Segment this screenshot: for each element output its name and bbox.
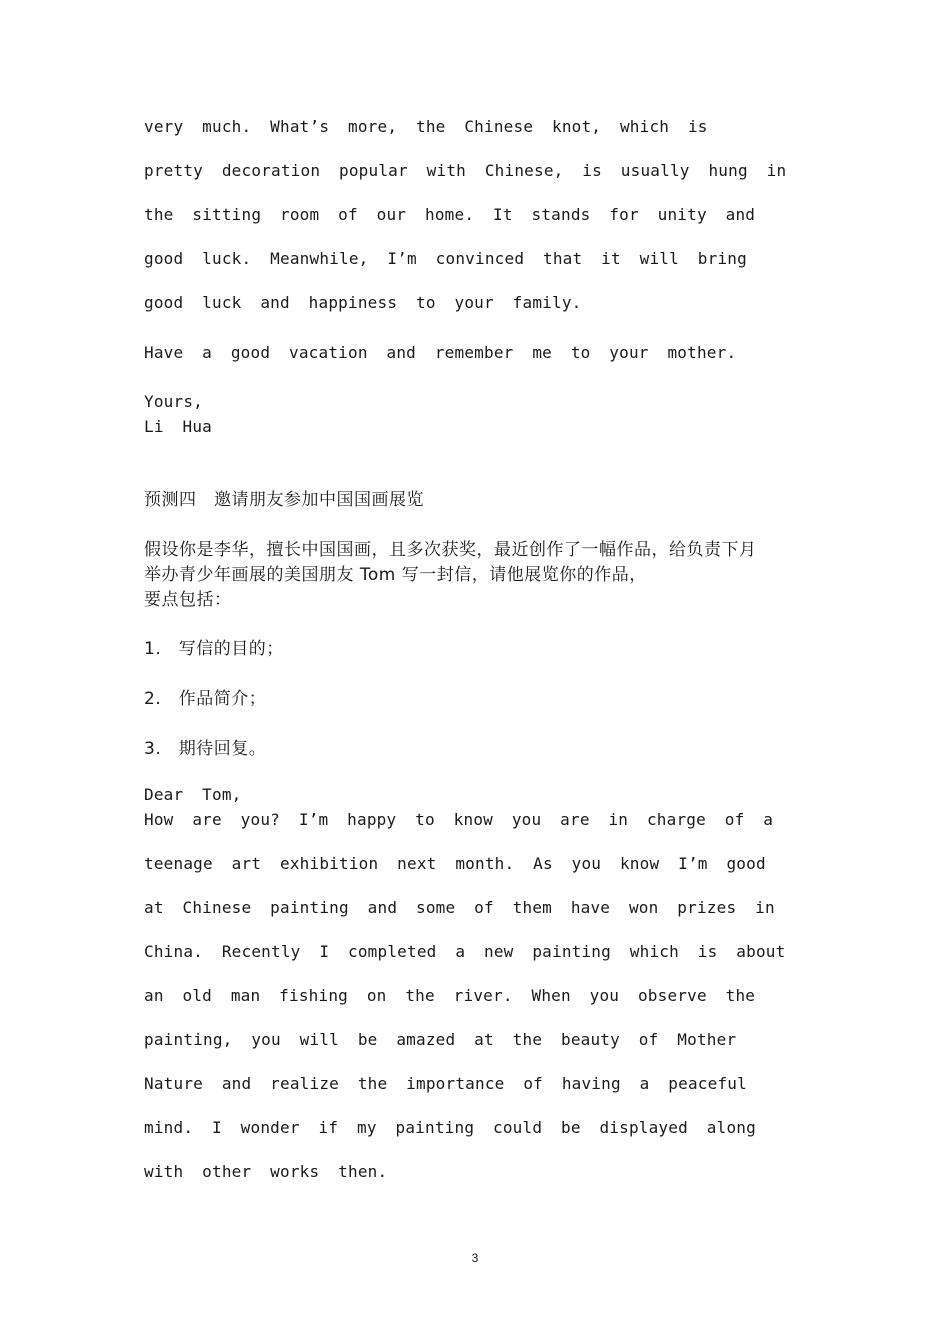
page-number: 3 [471,1251,479,1265]
requirement-item: 3. 期待回复。 [144,739,267,759]
letter-body-line: very much. What’s more, the Chinese knot, which is [144,117,708,136]
prompt-line: 要点包括： [144,590,232,610]
letter-body-line: an old man fishing on the river. When you observe the [144,986,756,1005]
letter-greeting: Dear Tom, [144,785,242,804]
letter-body-line: China. Recently I completed a new painting which is about [144,942,786,961]
letter-body-line: pretty decoration popular with Chinese, is usually hung in [144,161,787,180]
prompt-line: 举办青少年画展的美国朋友 Tom 写一封信，请他展览你的作品， [144,565,647,585]
letter-body-line: How are you? I’m happy to know you are in charge of a [144,810,774,829]
letter-body-line: with other works then. [144,1162,388,1181]
letter-body-line: good luck and happiness to your family. [144,293,582,312]
section-heading: 预测四 邀请朋友参加中国国画展览 [144,490,424,510]
letter-body-line: the sitting room of our home. It stands for unity and [144,205,756,224]
letter-body-line: good luck. Meanwhile, I’m convinced that it will bring [144,249,747,268]
letter-body-line: teenage art exhibition next month. As you know I’m good [144,854,766,873]
requirement-item: 2. 作品简介； [144,689,267,709]
letter-closing-line: Have a good vacation and remember me to your mother. [144,343,737,362]
letter-body-line: at Chinese painting and some of them have won prizes in [144,898,775,917]
prompt-line: 假设你是李华，擅长中国国画，且多次获奖，最近创作了一幅作品，给负责下月 [144,540,757,560]
letter-body-line: Nature and realize the importance of having a peaceful [144,1074,747,1093]
requirement-item: 1. 写信的目的； [144,639,284,659]
letter-body-line: mind. I wonder if my painting could be displayed along [144,1118,756,1137]
letter-body-line: painting, you will be amazed at the beauty of Mother [144,1030,737,1049]
letter-signature: Li Hua [144,417,212,436]
letter-signoff: Yours, [144,392,203,411]
